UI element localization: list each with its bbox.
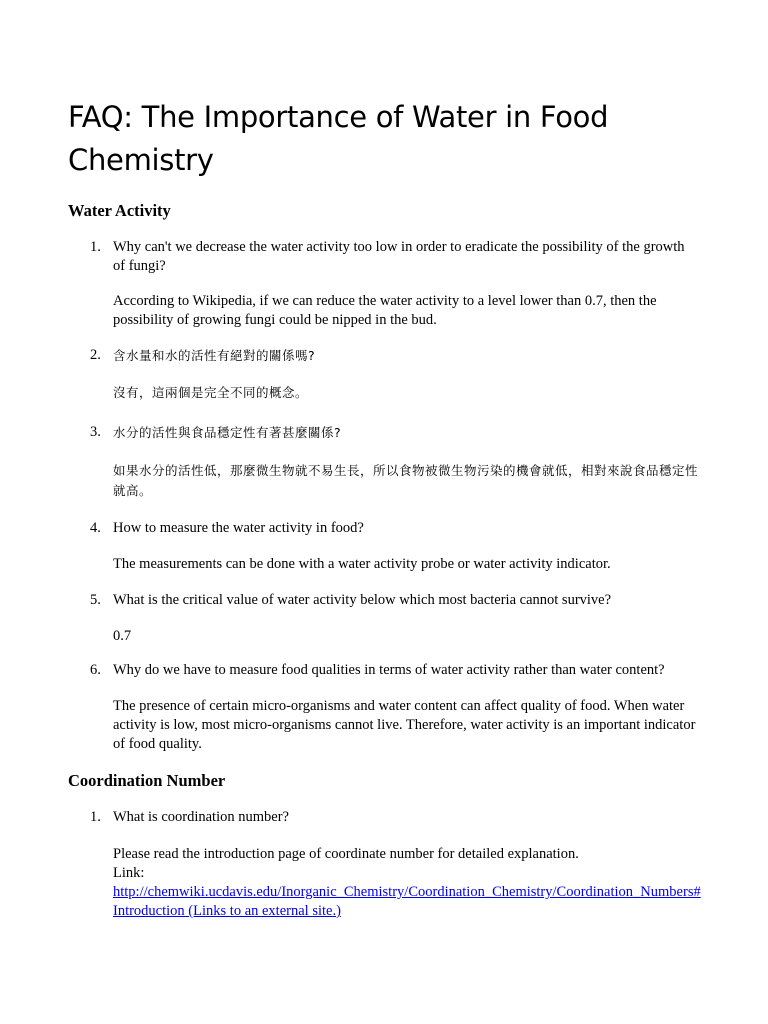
question-number: 6. bbox=[90, 662, 101, 678]
answer-text: Please read the introduction page of coordinate number for detailed explanation. bbox=[113, 846, 579, 862]
answer-text: 0.7 bbox=[113, 628, 132, 644]
answer-text: The measurements can be done with a water activity probe or water activity indicator. bbox=[113, 556, 611, 572]
answer-text: According to Wikipedia, if we can reduce the water activity to a level lower than 0.7, then the possibility of growing fungi could be nipped in the bud. bbox=[113, 293, 657, 328]
answer-block bbox=[113, 845, 705, 921]
question-text: What is coordination number? bbox=[113, 809, 289, 825]
link-label: Link: bbox=[113, 865, 145, 881]
question-number: 1. bbox=[90, 239, 101, 255]
question-text: What is the critical value of water activity below which most bacteria cannot survive? bbox=[113, 592, 612, 608]
question-number: 4. bbox=[90, 520, 101, 536]
question-text: How to measure the water activity in food? bbox=[113, 520, 364, 536]
page-title: FAQ: The Importance of Water in Food Chemistry bbox=[68, 100, 609, 177]
question-number: 5. bbox=[90, 592, 101, 608]
question-text: Why can't we decrease the water activity too low in order to eradicate the possibility of the growth of fungi? bbox=[113, 239, 685, 274]
answer-text: 如果水分的活性低，那麼微生物就不易生長，所以食物被微生物污染的機會就低，相對來說食品穩定性就高。 bbox=[113, 463, 699, 498]
section-heading-coordination-number: Coordination Number bbox=[68, 771, 226, 790]
answer-text: The presence of certain micro-organisms and water content can affect quality of food. When water activity is low, most micro-organisms cannot live. Therefore, water activity is an important indicator of food quality. bbox=[113, 698, 696, 752]
external-link[interactable]: http://chemwiki.ucdavis.edu/Inorganic_Chemistry/Coordination_Chemistry/Coordination_Numbers#Introduction (Links to an external site.) bbox=[113, 884, 701, 919]
question-text: 含水量和水的活性有絕對的關係嗎? bbox=[113, 348, 316, 363]
question-number: 2. bbox=[90, 347, 101, 363]
question-text: 水分的活性與食品穩定性有著甚麼關係? bbox=[113, 425, 342, 440]
question-text: Why do we have to measure food qualities in terms of water activity rather than water content? bbox=[113, 662, 665, 678]
section-heading-water-activity: Water Activity bbox=[68, 201, 171, 220]
question-number: 3. bbox=[90, 424, 101, 440]
question-number: 1. bbox=[90, 809, 101, 825]
answer-text: 沒有，這兩個是完全不同的概念。 bbox=[113, 385, 309, 400]
